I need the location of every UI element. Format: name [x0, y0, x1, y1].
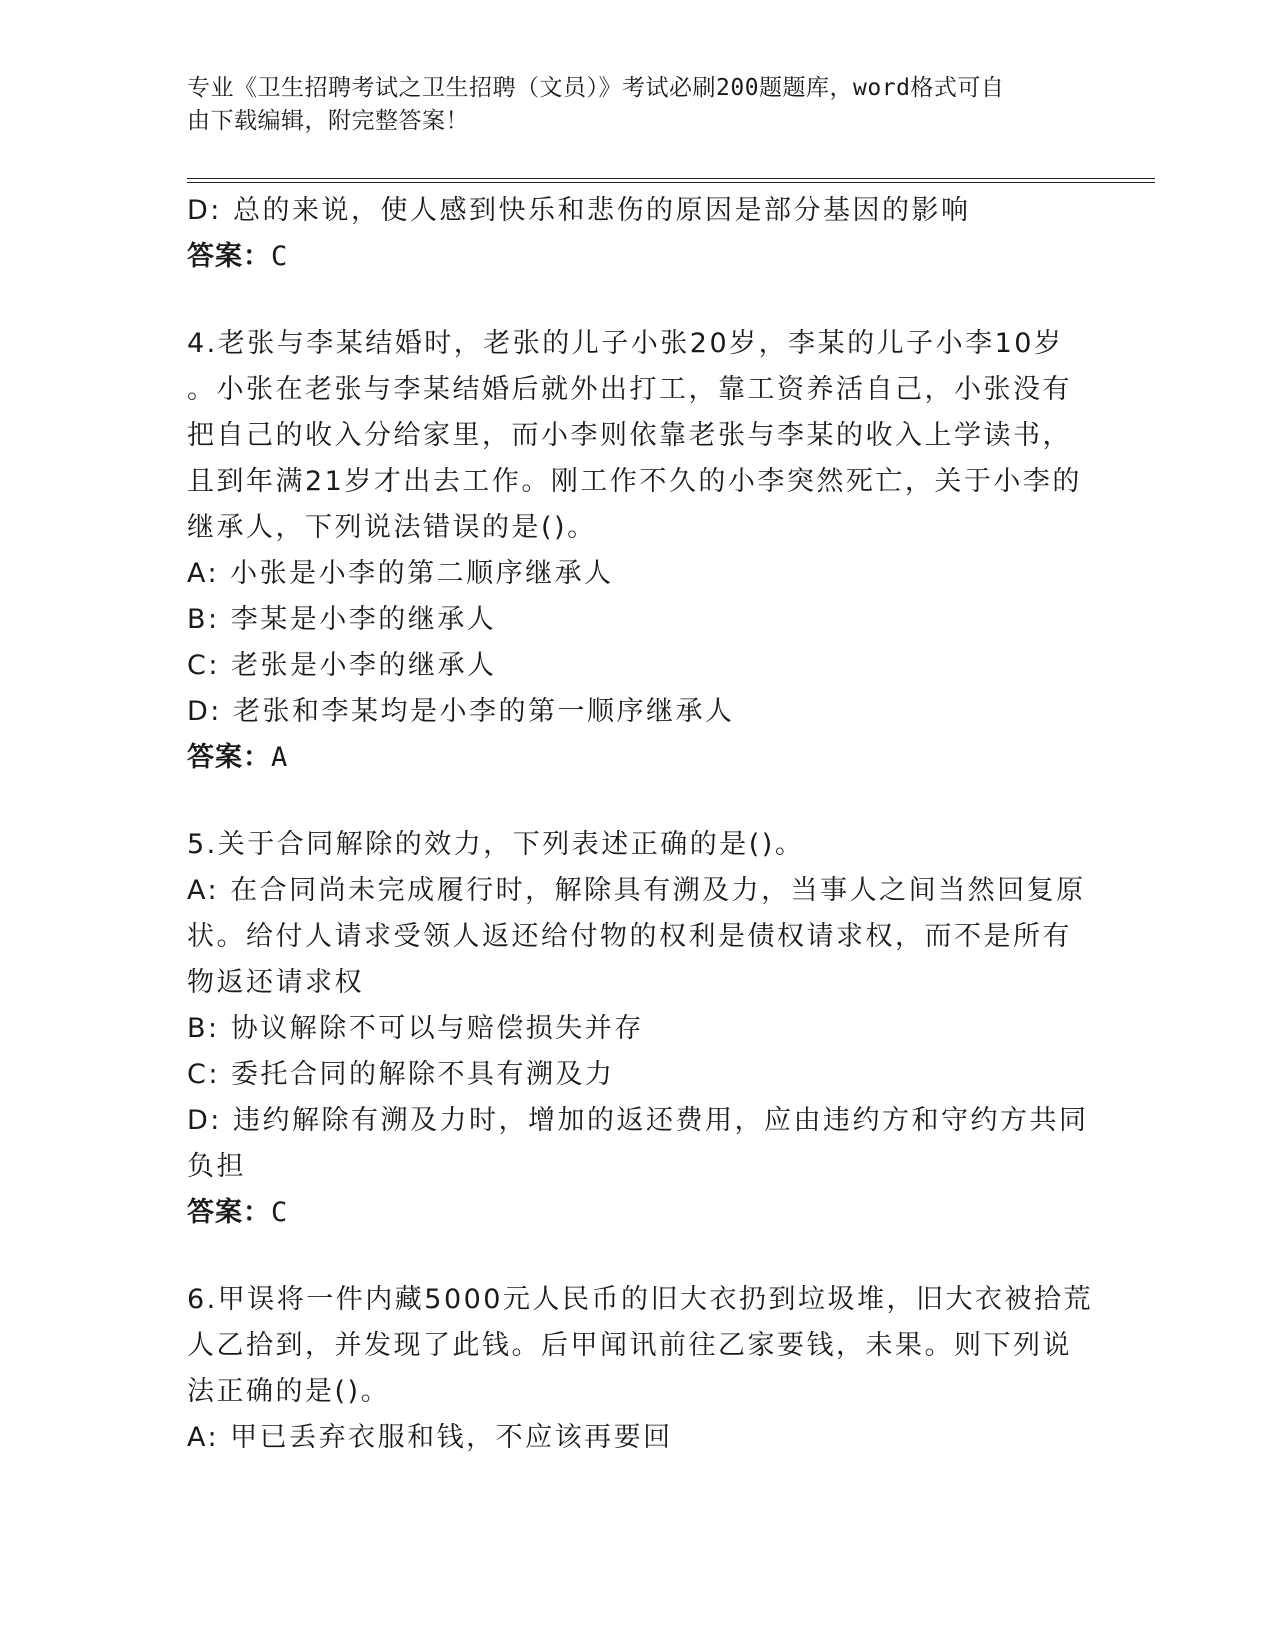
answer-value: C: [271, 241, 289, 272]
option-d-line: 负担: [187, 1151, 246, 1182]
question-stem-line: 。小张在老张与李某结婚后就外出打工，靠工资养活自己，小张没有: [187, 374, 1072, 405]
option-b: B: 李某是小李的继承人: [187, 604, 497, 635]
answer-label: 答案：: [187, 1197, 271, 1228]
answer-value: C: [271, 1197, 289, 1228]
option-a-line: 物返还请求权: [187, 967, 364, 998]
answer-label: 答案：: [187, 241, 271, 272]
question-stem-line: 4.老张与李某结婚时，老张的儿子小张20岁，李某的儿子小李10岁: [187, 328, 1064, 359]
option-c: C: 委托合同的解除不具有溯及力: [187, 1059, 615, 1090]
question-6: [187, 1277, 1093, 1461]
question-5: [187, 822, 1087, 1236]
option-b: B: 协议解除不可以与赔偿损失并存: [187, 1013, 644, 1044]
header-divider-bottom: [187, 182, 1155, 183]
option-a: A: 小张是小李的第二顺序继承人: [187, 558, 614, 589]
question-3: [187, 188, 1087, 280]
option-a-line: 状。给付人请求受领人返还给付物的权利是债权请求权，而不是所有: [187, 921, 1072, 952]
document-header: [187, 72, 1067, 138]
answer: [187, 1190, 1087, 1236]
option-c: C: 老张是小李的继承人: [187, 650, 497, 681]
answer: [187, 234, 1087, 280]
answer-value: A: [271, 742, 289, 773]
question-stem-line: 继承人，下列说法错误的是()。: [187, 512, 597, 543]
question-stem-line: 人乙拾到，并发现了此钱。后甲闻讯前往乙家要钱，未果。则下列说: [187, 1330, 1072, 1361]
header-divider-top: [187, 178, 1155, 179]
answer: [187, 735, 1087, 781]
option-a-line: A: 在合同尚未完成履行时，解除具有溯及力，当事人之间当然回复原: [187, 875, 1086, 906]
question-content: [187, 188, 1093, 1461]
option-d: D: 老张和李某均是小李的第一顺序继承人: [187, 696, 735, 727]
header-line-1: 专业《卫生招聘考试之卫生招聘（文员）》考试必刷200题题库，word格式可自: [187, 75, 1005, 101]
question-4: [187, 321, 1087, 781]
header-line-2: 由下载编辑，附完整答案！: [187, 108, 469, 134]
answer-label: 答案：: [187, 742, 271, 773]
question-stem-line: 且到年满21岁才出去工作。刚工作不久的小李突然死亡，关于小李的: [187, 466, 1082, 497]
question-stem-line: 6.甲误将一件内藏5000元人民币的旧大衣扔到垃圾堆，旧大衣被拾荒: [187, 1284, 1093, 1315]
option-d: D: 总的来说，使人感到快乐和悲伤的原因是部分基因的影响: [187, 195, 971, 226]
option-a: A: 甲已丢弃衣服和钱，不应该再要回: [187, 1422, 673, 1453]
question-stem-line: 把自己的收入分给家里，而小李则依靠老张与李某的收入上学读书，: [187, 420, 1072, 451]
option-d-line: D: 违约解除有溯及力时，增加的返还费用，应由违约方和守约方共同: [187, 1105, 1089, 1136]
question-stem: 5.关于合同解除的效力，下列表述正确的是()。: [187, 829, 805, 860]
question-stem-line: 法正确的是()。: [187, 1376, 391, 1407]
